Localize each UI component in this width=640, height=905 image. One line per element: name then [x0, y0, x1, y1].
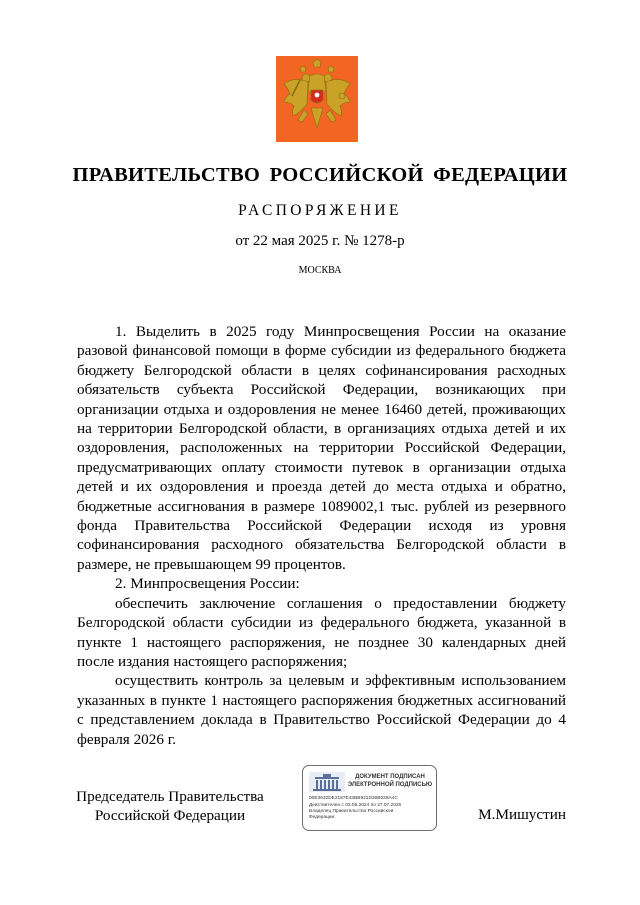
- stamp-heading-line1: ДОКУМЕНТ ПОДПИСАН: [355, 774, 425, 780]
- stamp-validity: Действителен с 03.05.2024 по 27.07.2025: [309, 803, 402, 808]
- signatory-name: М.Мишустин: [478, 806, 566, 823]
- signatory-position-line2: Российской Федерации: [94, 807, 246, 825]
- document-type: РАСПОРЯЖЕНИЕ: [238, 202, 402, 219]
- coat-of-arms-icon: [276, 56, 358, 142]
- government-building-icon: [309, 772, 345, 792]
- electronic-signature-stamp: [302, 765, 437, 831]
- paragraph-1: 1. Выделить в 2025 году Минпросвещения России на оказание разовой финансовой помощи в форме субсидии из федерального бюджета бюджету Белгородской области в целях софинансирования расходных обязательств субъекта Российской Федерации, возникающих при организации отдыха и оздоровления не менее 16460 детей, проживающих на территории Белгородской области, в организациях отдыха детей и их оздоровления, расположенных на территории Российской Федерации, предусматривающих оплату стоимости путевок в организации отдыха детей и их оздоровления и проезда детей до места отдыха и обратно, бюджетные ассигнования в размере 1089002,1 тыс. рублей из резервного фонда Правительства Российской Федерации исходя из уровня софинансирования расходного обязательства Белгородской области в размере, не превышающем 99 процентов.: [77, 323, 566, 573]
- stamp-owner-line1: Владелец Правительство Российской: [309, 809, 394, 814]
- paragraph-3: обеспечить заключение соглашения о предоставлении бюджету Белгородской области субсидии из федерального бюджета, указанной в пункте 1 настоящего распоряжения, не позднее 30 календарных дней после издания настоящего распоряжения;: [77, 594, 566, 670]
- stamp-heading: [345, 774, 435, 789]
- stamp-certificate: 00E3632DE2197E43BB921D30B028A4C: [309, 796, 398, 801]
- document-date-number: от 22 мая 2025 г. № 1278-р: [235, 233, 405, 249]
- paragraph-4: осуществить контроль за целевым и эффективным использованием указанных в пункте 1 настоящего распоряжения бюджетных ассигнований с представлением доклада в Правительство Российской Федерации до 4 февраля 2026 г.: [77, 672, 566, 748]
- document-body: [77, 322, 566, 749]
- signatory-position-line1: Председатель Правительства: [76, 788, 264, 805]
- stamp-heading-line2: ЭЛЕКТРОННОЙ ПОДПИСЬЮ: [347, 781, 433, 788]
- document-city: МОСКВА: [298, 265, 342, 276]
- signatory-position: [60, 787, 280, 826]
- stamp-owner-line2: Федерации: [309, 815, 335, 820]
- government-title: ПРАВИТЕЛЬСТВО РОССИЙСКОЙ ФЕДЕРАЦИИ: [72, 164, 568, 186]
- paragraph-2: 2. Минпросвещения России:: [115, 575, 300, 593]
